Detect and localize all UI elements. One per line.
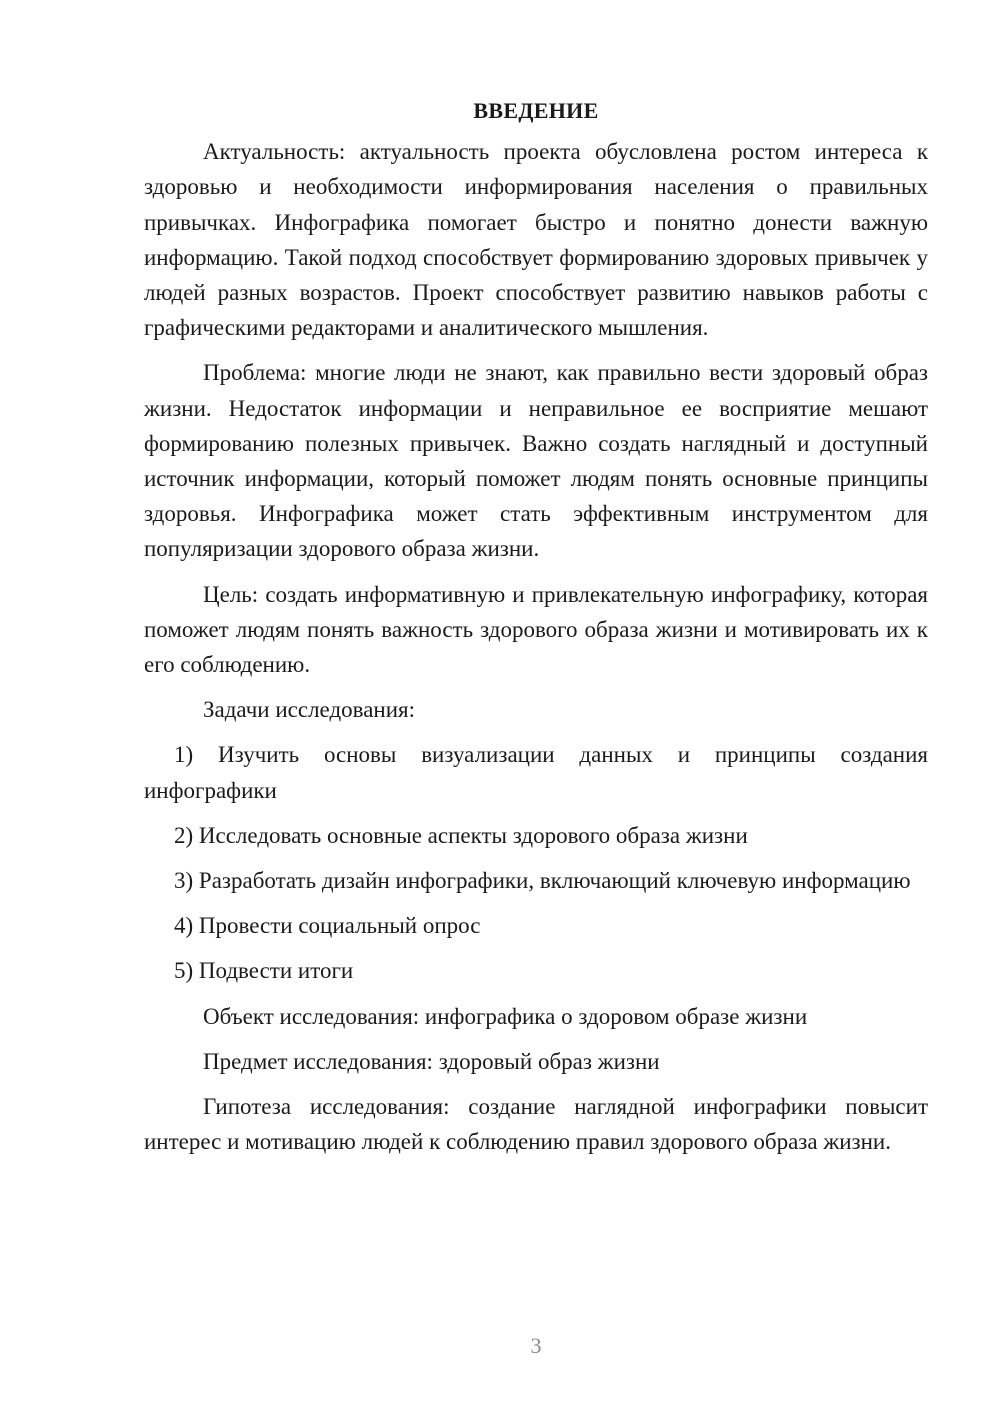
- paragraph-problem: Проблема: многие люди не знают, как правильно вести здоровый образ жизни. Недостаток информации и неправильное ее восприятие мешают формированию полезных привычек. Важно создать наглядный и доступный источник информации, который поможет людям понять основные принципы здоровья. Инфографика может стать эффективным инструментом для популяризации здорового образа жизни.: [144, 360, 928, 562]
- task-item-2: 2) Исследовать основные аспекты здорового образа жизни: [174, 822, 748, 848]
- section-title: ВВЕДЕНИЕ: [473, 98, 599, 123]
- task-item-1: 1) Изучить основы визуализации данных и принципы создания инфографики: [144, 742, 928, 803]
- tasks-heading: Задачи исследования:: [203, 697, 416, 723]
- task-item-5: 5) Подвести итоги: [174, 958, 354, 984]
- paragraph-subject: Предмет исследования: здоровый образ жизни: [203, 1048, 660, 1074]
- task-item-4: 4) Провести социальный опрос: [174, 913, 481, 939]
- page-content: [144, 93, 928, 1169]
- paragraph-hypothesis: Гипотеза исследования: создание наглядной инфографики повысит интерес и мотивацию людей к соблюдению правил здорового образа жизни.: [144, 1094, 928, 1155]
- paragraph-object: Объект исследования: инфографика о здоровом образе жизни: [203, 1003, 808, 1029]
- paragraph-goal: Цель: создать информативную и привлекательную инфографику, которая поможет людям понять важность здорового образа жизни и мотивировать их к его соблюдению.: [144, 581, 928, 678]
- task-item-3: 3) Разработать дизайн инфографики, включающий ключевую информацию: [174, 868, 911, 894]
- paragraph-relevance: Актуальность: актуальность проекта обусловлена ростом интереса к здоровью и необходимости информирования населения о правильных привычках. Инфографика помогает быстро и понятно донести важную информацию. Такой подход способствует формированию здоровых привычек у людей разных возрастов. Проект способствует развитию навыков работы с графическими редакторами и аналитического мышления.: [144, 139, 928, 341]
- page-number: 3: [530, 1333, 542, 1358]
